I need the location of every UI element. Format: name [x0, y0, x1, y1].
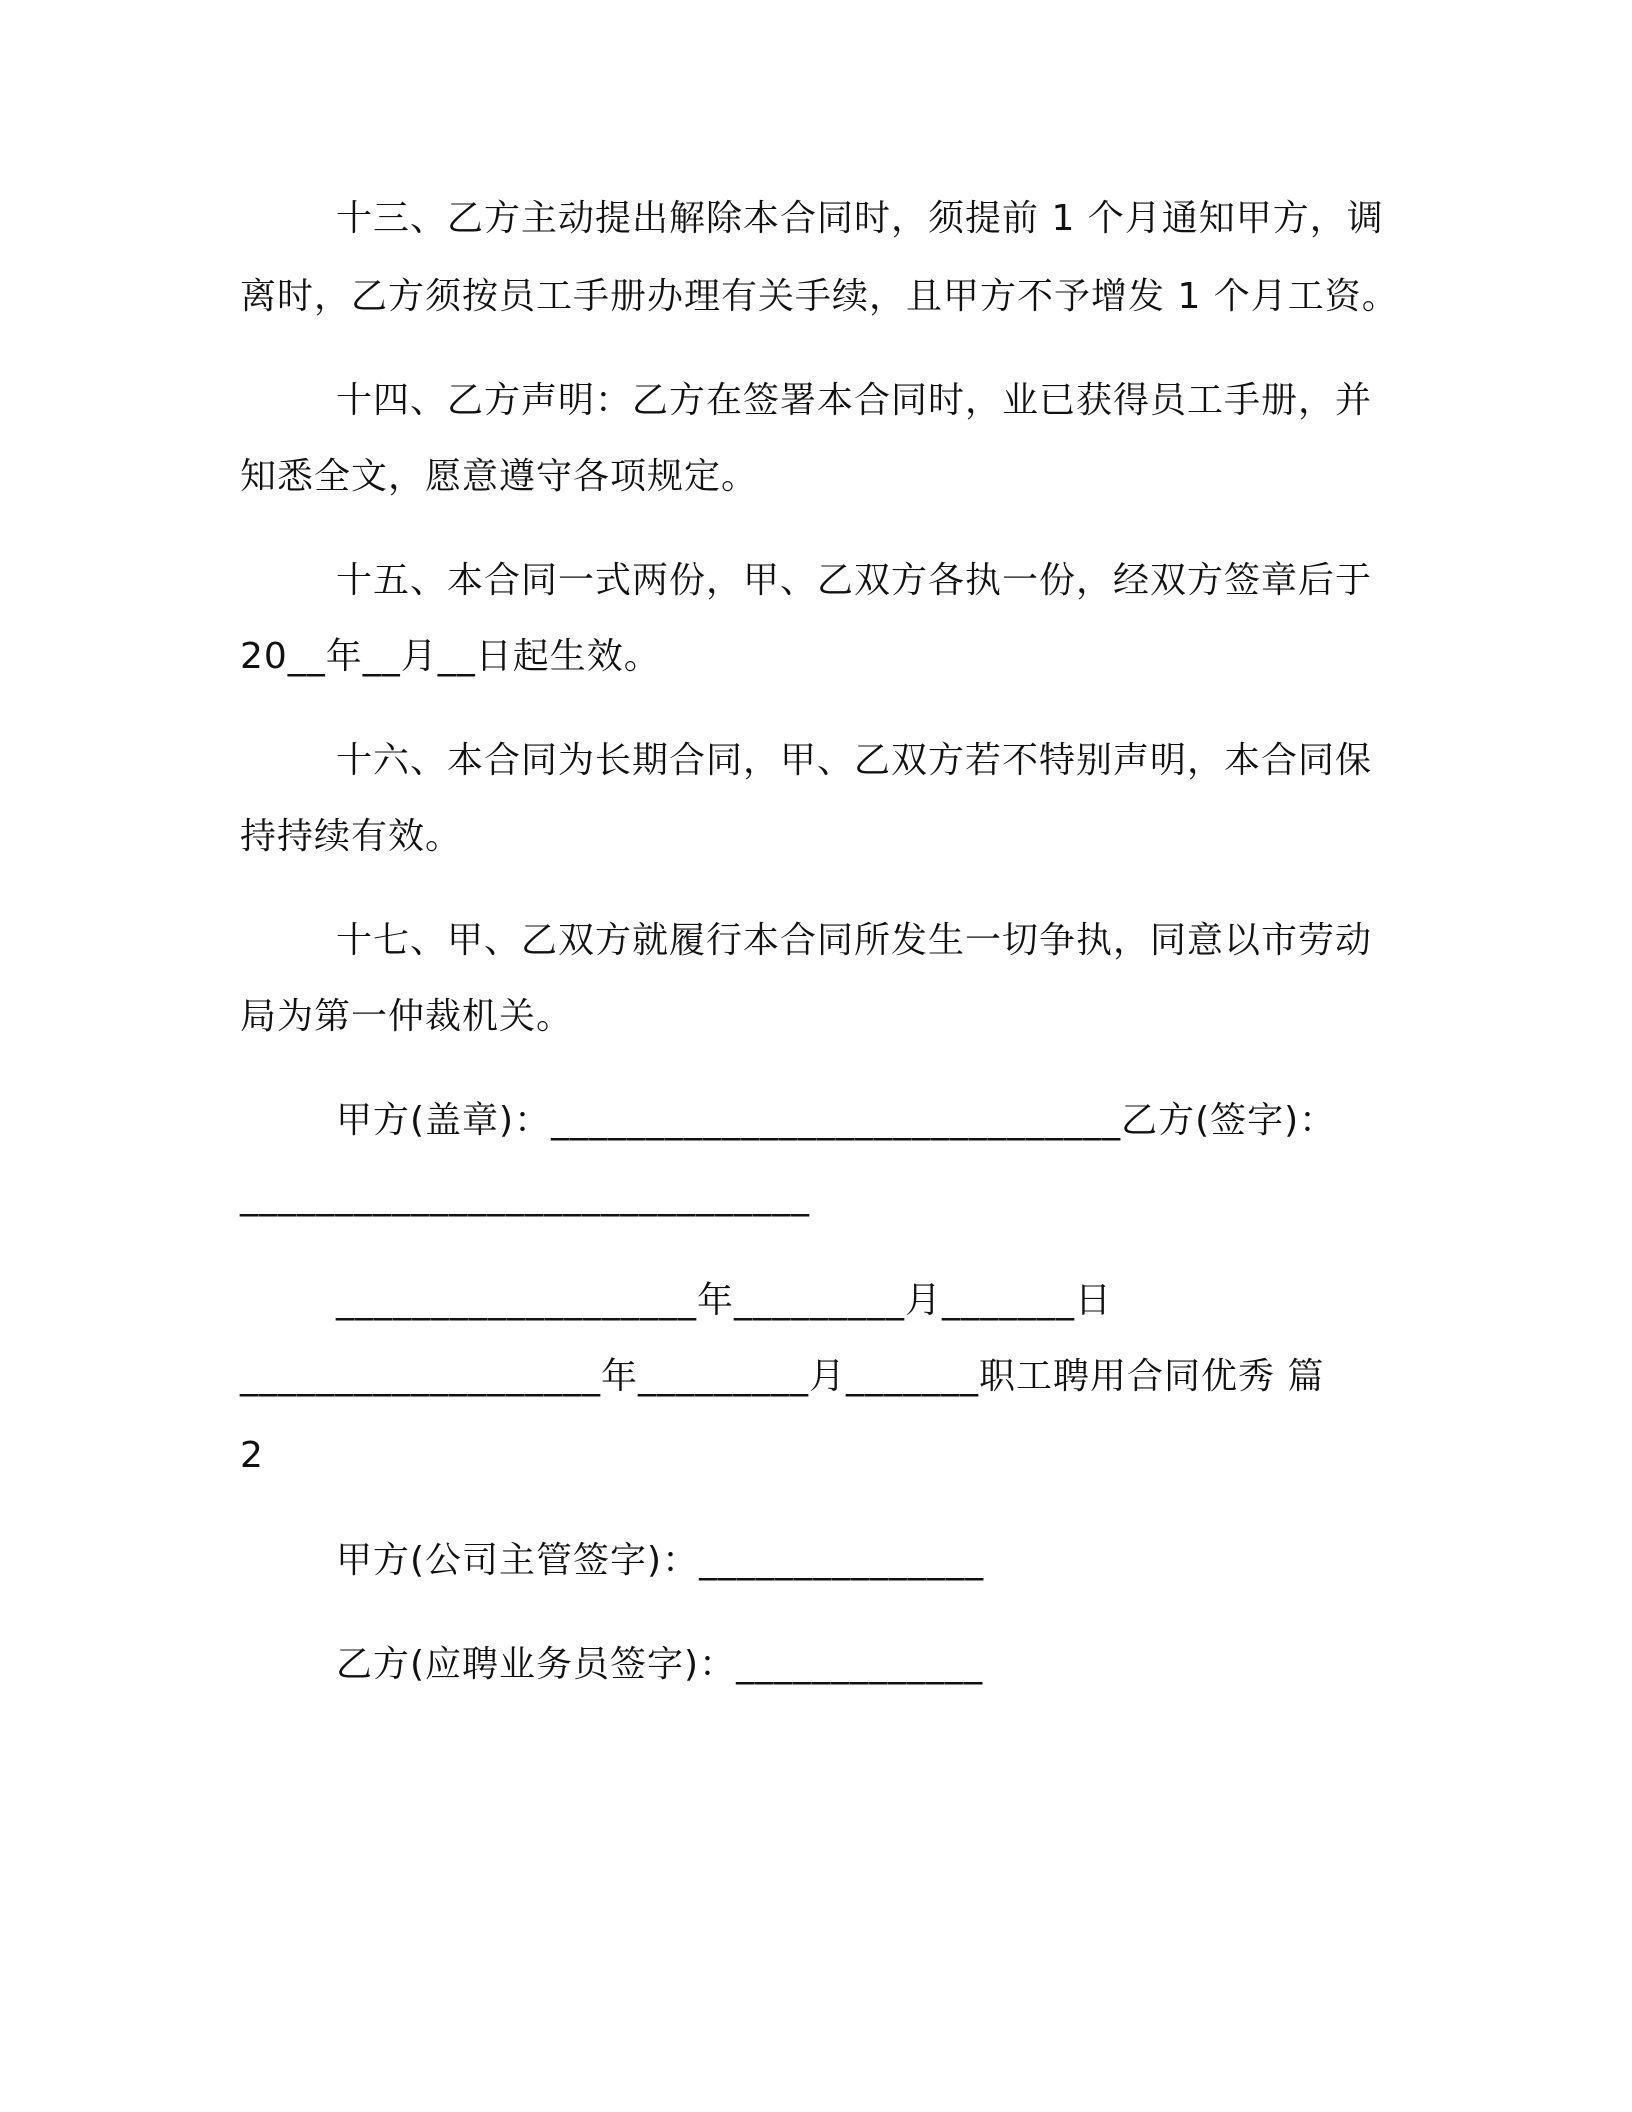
clause-14-line-2: 知悉全文，愿意遵守各项规定。 — [240, 456, 759, 497]
party-b-applicant-signature: 乙方(应聘业务员签字)：_____________ — [336, 1644, 984, 1685]
clause-17-line-2: 局为第一仲裁机关。 — [240, 996, 574, 1037]
section-number: 2 — [240, 1435, 264, 1476]
party-a-supervisor-signature: 甲方(公司主管签字)：_______________ — [336, 1540, 985, 1581]
clause-17-line-1: 十七、甲、乙双方就履行本合同所发生一切争执，同意以市劳动 — [336, 920, 1373, 961]
date-line-1: ___________________年_________月_______日 — [336, 1280, 1112, 1321]
signature-line-parties: 甲方(盖章)：______________________________乙方(签字)： — [336, 1100, 1337, 1141]
date-line-2-with-title: ___________________年_________月_______职工聘用合同优秀 篇 — [240, 1356, 1325, 1397]
clause-16-line-2: 持持续有效。 — [240, 816, 463, 857]
clause-13-line-2: 离时，乙方须按员工手册办理有关手续，且甲方不予增发 1 个月工资。 — [240, 276, 1399, 317]
clause-14-line-1: 十四、乙方声明：乙方在签署本合同时，业已获得员工手册，并 — [336, 380, 1373, 421]
clause-13-line-1: 十三、乙方主动提出解除本合同时，须提前 1 个月通知甲方，调 — [336, 198, 1384, 239]
signature-line-party-b-blank: ______________________________ — [240, 1176, 810, 1217]
clause-15-line-1: 十五、本合同一式两份，甲、乙双方各执一份，经双方签章后于 — [336, 560, 1373, 601]
clause-15-line-2: 20__年__月__日起生效。 — [240, 636, 661, 677]
clause-16-line-1: 十六、本合同为长期合同，甲、乙双方若不特别声明，本合同保 — [336, 740, 1373, 781]
